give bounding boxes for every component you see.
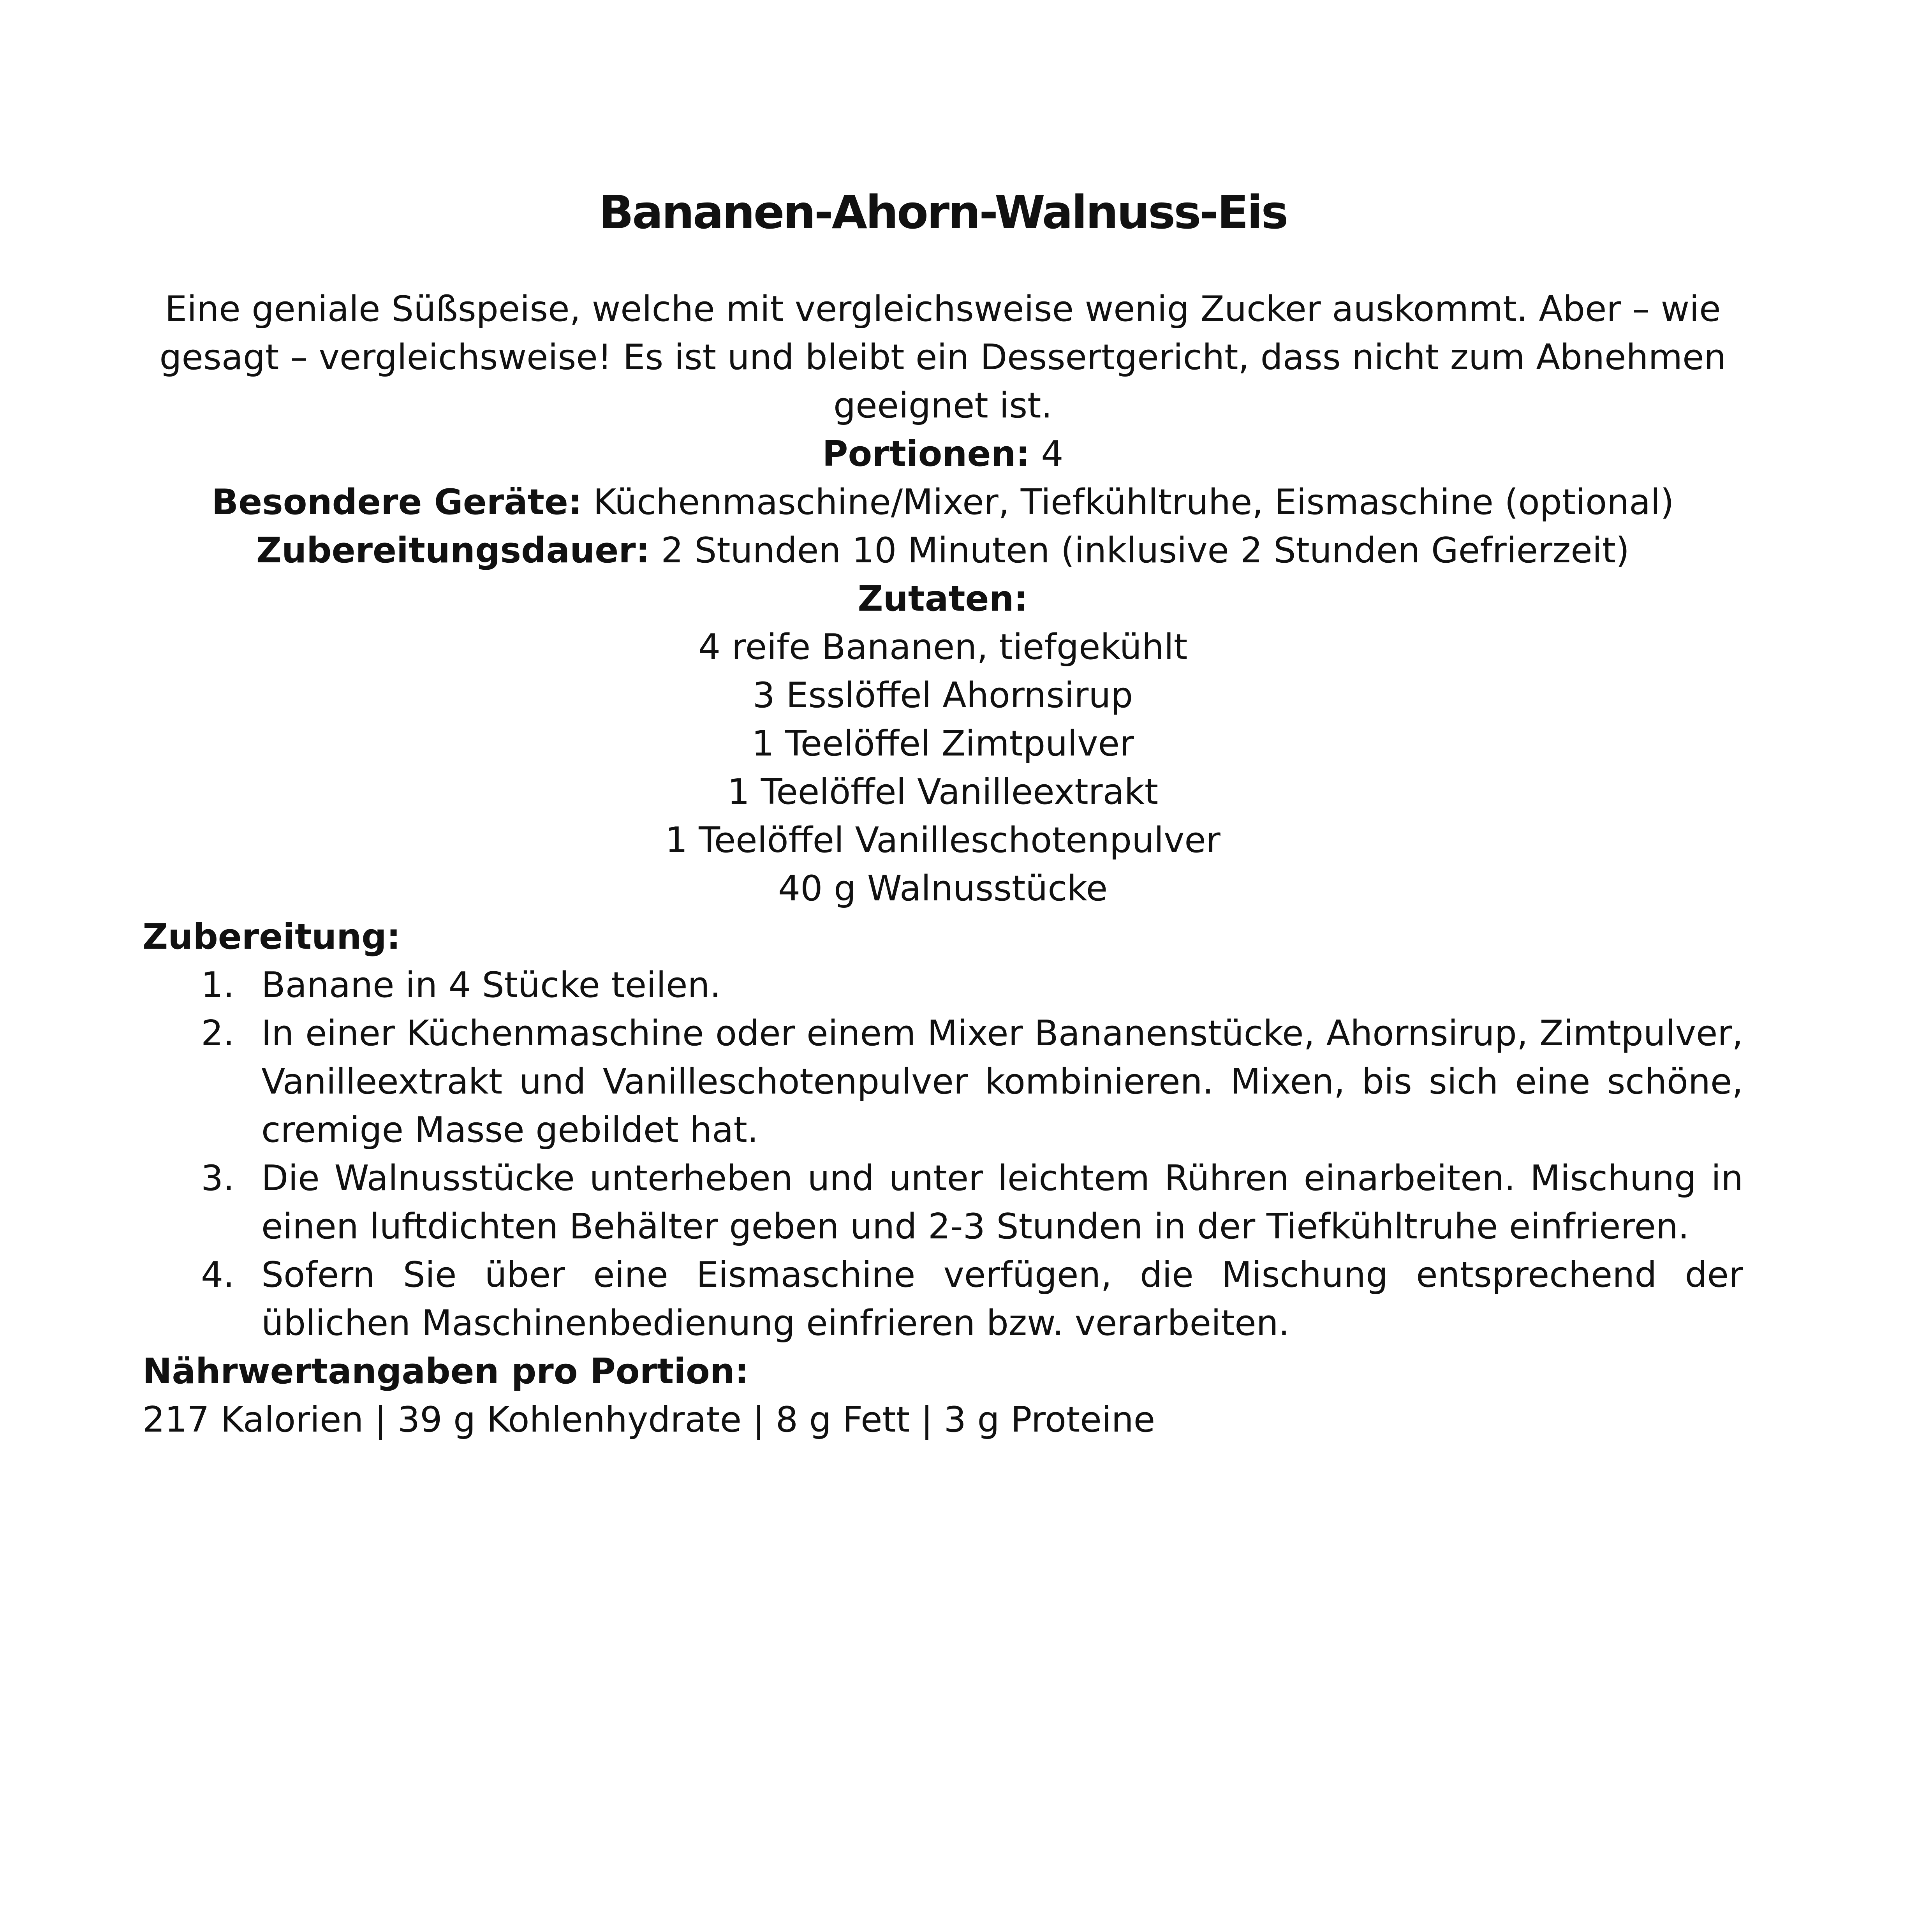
preparation-steps [143,961,1743,1347]
step-text: Sofern Sie über eine Eismaschine verfügen, die Mischung entsprechend der üblichen Maschinenbedienung einfrieren bzw. verarbeiten. [261,1254,1743,1344]
step-text: In einer Küchenmaschine oder einem Mixer Bananenstücke, Ahornsirup, Zimtpulver, Vanilleextrakt und Vanilleschotenpulver kombinieren. Mixen, bis sich eine schöne, cremige Masse gebildet hat. [261,1013,1743,1150]
ingredient-item: 3 Esslöffel Ahornsirup [752,675,1133,716]
step-number: 4. [201,1254,234,1295]
duration-label: Zubereitungsdauer: [256,530,650,571]
step-item [143,1154,1743,1251]
step-item [143,1009,1743,1154]
recipe-title: Bananen-Ahorn-Walnuss-Eis [599,185,1287,239]
devices-label: Besondere Geräte: [211,482,582,523]
step-number: 1. [201,965,234,1006]
step-item [143,961,1743,1009]
devices-line [143,478,1743,527]
ingredient-item: 1 Teelöffel Vanilleschotenpulver [665,820,1220,861]
ingredients-list [143,623,1743,913]
step-item [143,1251,1743,1347]
step-text: Banane in 4 Stücke teilen. [261,965,721,1006]
step-number: 3. [201,1158,234,1199]
portions-value: 4 [1030,433,1064,474]
portions-label: Portionen: [822,433,1030,474]
recipe-intro: Eine geniale Süßspeise, welche mit vergleichsweise wenig Zucker auskommt. Aber – wie gesagt – vergleichsweise! Es ist und bleibt ein Dessertgericht, dass nicht zum Abnehmen geeignet ist. [159,289,1726,426]
duration-line [143,527,1743,575]
nutrition-heading: Nährwertangaben pro Portion: [143,1351,749,1392]
ingredient-item: 4 reife Bananen, tiefgekühlt [698,627,1188,667]
preparation-heading: Zubereitung: [143,916,401,957]
devices-value: Küchenmaschine/Mixer, Tiefkühltruhe, Eismaschine (optional) [582,482,1674,523]
nutrition-values: 217 Kalorien | 39 g Kohlenhydrate | 8 g Fett | 3 g Proteine [143,1399,1155,1440]
duration-value: 2 Stunden 10 Minuten (inklusive 2 Stunden Gefrierzeit) [650,530,1630,571]
step-text: Die Walnusstücke unterheben und unter leichtem Rühren einarbeiten. Mischung in einen luftdichten Behälter geben und 2-3 Stunden in der Tiefkühltruhe einfrieren. [261,1158,1743,1247]
recipe-body [143,285,1743,1444]
ingredient-item: 40 g Walnusstücke [778,868,1108,909]
ingredient-item: 1 Teelöffel Vanilleextrakt [727,771,1159,812]
recipe-document [143,183,1743,1444]
ingredients-heading: Zutaten: [858,578,1028,619]
step-number: 2. [201,1013,234,1054]
ingredient-item: 1 Teelöffel Zimtpulver [752,723,1134,764]
portions-line [143,430,1743,478]
